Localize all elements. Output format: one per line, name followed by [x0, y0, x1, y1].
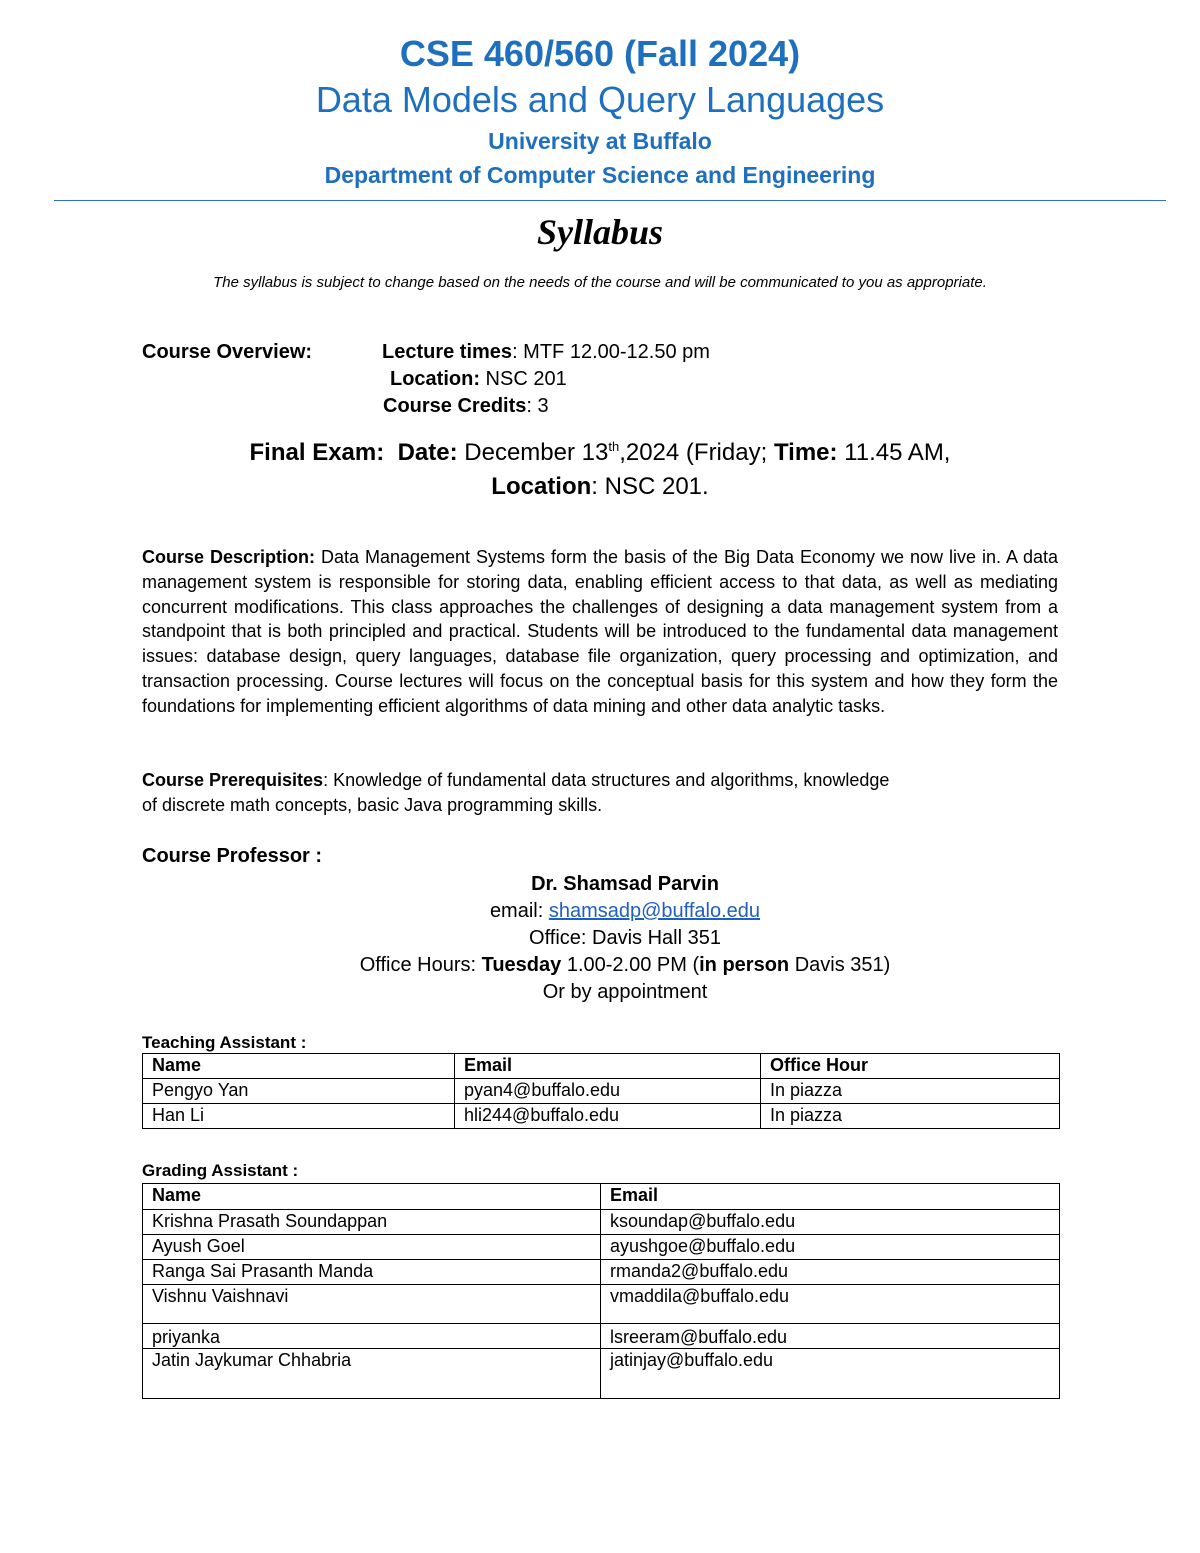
course-header: [0, 30, 1200, 192]
table-row: [143, 1349, 1060, 1399]
final-exam-date: December 13: [457, 439, 609, 466]
course-code: CSE 460/560 (Fall 2024): [399, 33, 801, 74]
ga-name: priyanka: [143, 1324, 601, 1349]
teaching-assistant-table: [142, 1053, 1060, 1129]
syllabus-disclaimer: The syllabus is subject to change based on the needs of the course and will be communicated to you as appropriate.: [213, 274, 987, 291]
final-exam-location: : NSC 201.: [591, 473, 709, 500]
final-exam-line: [0, 436, 1200, 469]
ta-name: Pengyo Yan: [143, 1079, 455, 1104]
ga-name: Ayush Goel: [143, 1235, 601, 1260]
professor-name: Dr. Shamsad Parvin: [531, 873, 719, 895]
ga-name: Ranga Sai Prasanth Manda: [143, 1260, 601, 1285]
course-name: Data Models and Query Languages: [315, 79, 885, 120]
table-row: [143, 1260, 1060, 1285]
table-header-row: [143, 1054, 1060, 1079]
lecture-times: [382, 339, 710, 366]
credits-label: Course Credits: [383, 395, 527, 417]
professor-email-link[interactable]: shamsadp@buffalo.edu: [548, 900, 761, 922]
column-header-email: Email: [455, 1054, 761, 1079]
final-exam-label: Final Exam:: [249, 439, 385, 466]
final-exam-location-line: [0, 470, 1200, 503]
final-exam-date-suffix: th: [608, 439, 620, 454]
final-exam-location-label: Location: [491, 473, 592, 500]
column-header-office-hour: Office Hour: [761, 1054, 1060, 1079]
final-exam-time-label: Time:: [773, 439, 838, 466]
course-description-label: Course Description:: [142, 547, 316, 567]
ga-name: Vishnu Vaishnavi: [143, 1285, 601, 1324]
final-exam-time: 11.45 AM,: [837, 439, 951, 466]
office-hours-day: Tuesday: [481, 954, 562, 976]
ta-office-hour: In piazza: [761, 1104, 1060, 1129]
ga-email: vmaddila@buffalo.edu: [601, 1285, 1060, 1324]
ga-email: ayushgoe@buffalo.edu: [601, 1235, 1060, 1260]
table-row: [143, 1285, 1060, 1324]
header-divider: [54, 200, 1166, 201]
column-header-name: Name: [143, 1184, 601, 1210]
ga-email: ksoundap@buffalo.edu: [601, 1210, 1060, 1235]
ga-name: Jatin Jaykumar Chhabria: [143, 1349, 601, 1399]
teaching-assistant-label: Teaching Assistant :: [142, 1033, 307, 1052]
ta-email: hli244@buffalo.edu: [455, 1104, 761, 1129]
ta-email: pyan4@buffalo.edu: [455, 1079, 761, 1104]
location-label: Location:: [390, 368, 480, 390]
table-row: [143, 1104, 1060, 1129]
lecture-times-label: Lecture times: [382, 341, 513, 363]
ga-email: lsreeram@buffalo.edu: [601, 1324, 1060, 1349]
grading-assistant-label: Grading Assistant :: [142, 1161, 299, 1180]
column-header-email: Email: [601, 1184, 1060, 1210]
table-row: [143, 1079, 1060, 1104]
table-row: [143, 1235, 1060, 1260]
course-location: [390, 366, 567, 393]
course-prerequisites: [142, 768, 1058, 818]
professor-email-line: [0, 898, 1200, 925]
location-value: NSC 201: [480, 368, 567, 390]
credits-value: : 3: [526, 395, 549, 417]
prerequisites-line-1: : Knowledge of fundamental data structures and algorithms, knowledge: [323, 770, 890, 790]
department-name: Department of Computer Science and Engineering: [324, 162, 876, 188]
ta-office-hour: In piazza: [761, 1079, 1060, 1104]
professor-info: [0, 871, 1200, 1006]
ta-name: Han Li: [143, 1104, 455, 1129]
professor-office: Office: Davis Hall 351: [529, 927, 721, 949]
table-row: [143, 1210, 1060, 1235]
professor-office-hours: [0, 952, 1200, 979]
column-header-name: Name: [143, 1054, 455, 1079]
syllabus-title: Syllabus: [536, 212, 664, 252]
ga-email: rmanda2@buffalo.edu: [601, 1260, 1060, 1285]
prerequisites-label: Course Prerequisites: [142, 770, 324, 790]
course-professor-label: Course Professor :: [142, 845, 323, 867]
grading-assistant-table: [142, 1183, 1060, 1399]
course-credits: [383, 393, 549, 420]
office-hours-label: Office Hours:: [359, 954, 482, 976]
course-overview-label: Course Overview:: [142, 341, 313, 363]
course-description: [142, 545, 1058, 719]
office-hours-place: Davis 351): [789, 954, 891, 976]
professor-email-label: email:: [489, 900, 549, 922]
professor-appointment: Or by appointment: [542, 981, 708, 1003]
ga-name: Krishna Prasath Soundappan: [143, 1210, 601, 1235]
final-exam-date-label: Date:: [397, 439, 458, 466]
final-exam-date-rest: ,2024 (Friday;: [619, 439, 768, 466]
table-header-row: [143, 1184, 1060, 1210]
prerequisites-line-2: of discrete math concepts, basic Java programming skills.: [142, 795, 603, 815]
table-row: [143, 1324, 1060, 1349]
course-description-text: Data Management Systems form the basis of the Big Data Economy we now live in. A data management system is responsible for storing data, enabling efficient access to that data, as well as mediating concurrent modifications. This class approaches the challenges of designing a data management system from a standpoint that is both principled and practical. Students will be introduced to the fundamental data management issues: database design, query languages, database file organization, query processing and optimization, and transaction processing. Course lectures will focus on the conceptual basis for this system and how they form the foundations for implementing efficient algorithms of data mining and other data analytic tasks.: [142, 547, 1058, 716]
lecture-times-value: : MTF 12.00-12.50 pm: [512, 341, 710, 363]
ga-email: jatinjay@buffalo.edu: [601, 1349, 1060, 1399]
office-hours-mode: in person: [699, 954, 790, 976]
university-name: University at Buffalo: [488, 128, 712, 154]
office-hours-time: 1.00-2.00 PM (: [561, 954, 700, 976]
